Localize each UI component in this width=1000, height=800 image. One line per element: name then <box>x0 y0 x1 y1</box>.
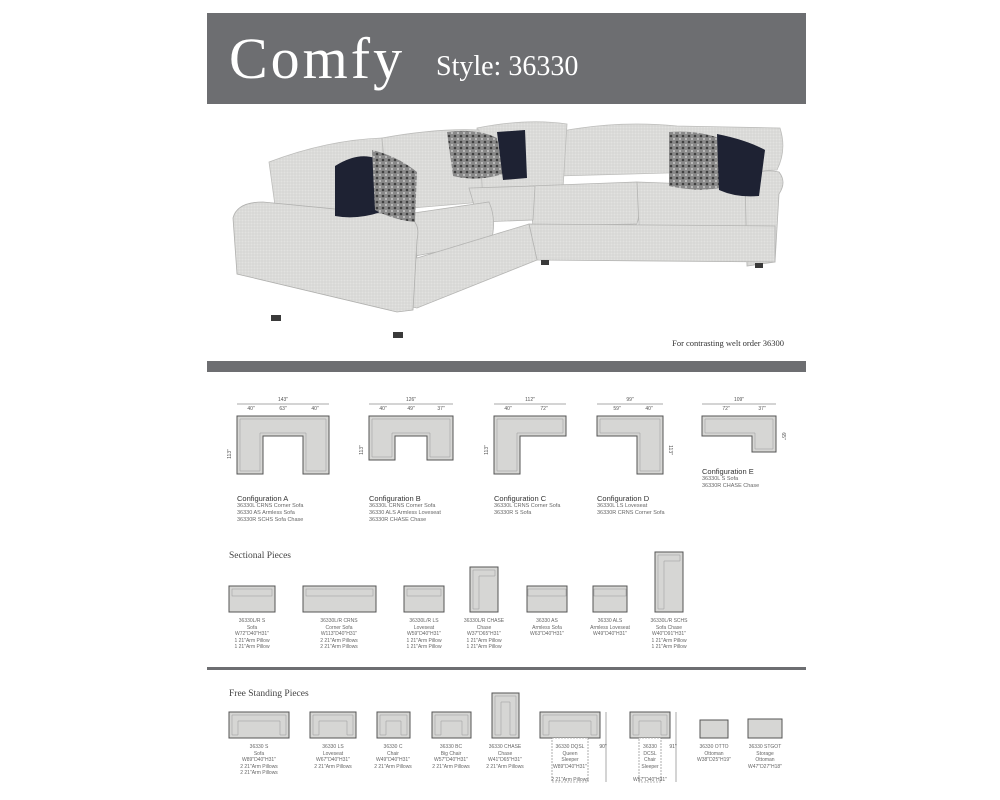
config-d-title: Configuration D <box>597 494 650 503</box>
storage-ottoman-diagram-icon <box>748 719 782 738</box>
hero-sofa-image <box>207 110 806 350</box>
style-number: Style: 36330 <box>436 51 579 82</box>
config-a-width-dim: 143" <box>277 397 289 403</box>
sectional-pieces-heading: Sectional Pieces <box>229 551 291 561</box>
brand-name: Comfy <box>229 26 406 91</box>
configuration-e-diagram <box>702 396 802 456</box>
svg-text:109": 109" <box>733 397 745 403</box>
config-b-title: Configuration B <box>369 494 421 503</box>
configuration-d: 99" 59" 40" 113" Configuration D 36330L LS Loveseat 36330R CRNS Corner Sofa <box>597 396 697 526</box>
svg-text:49": 49" <box>407 406 415 412</box>
svg-text:99": 99" <box>626 397 634 403</box>
svg-text:65": 65" <box>780 432 786 440</box>
configuration-e: 109" 72" 37" 65" Configuration E 36330L S Sofa 36330R CHASE Chase <box>702 396 802 496</box>
svg-text:113": 113" <box>359 445 365 455</box>
free-chair-diagram-icon <box>377 712 410 738</box>
contrasting-welt-note: For contrasting welt order 36300 <box>672 338 784 348</box>
sofa-chase-diagram-icon <box>655 552 683 612</box>
free-chase-diagram-icon <box>492 693 519 738</box>
armless-sofa-diagram-icon <box>527 586 567 612</box>
free-standing-pieces-heading: Free Standing Pieces <box>229 689 309 699</box>
svg-text:72": 72" <box>540 406 548 412</box>
svg-text:59": 59" <box>613 406 621 412</box>
header-banner <box>207 13 806 104</box>
config-c-title: Configuration C <box>494 494 547 503</box>
configuration-d-diagram <box>597 396 697 491</box>
sectional-sofa-illustration <box>207 110 806 350</box>
svg-text:126": 126" <box>405 397 417 403</box>
queen-sleeper-depth-dim: 90" <box>599 744 607 750</box>
svg-text:40": 40" <box>504 406 512 412</box>
svg-text:40": 40" <box>247 406 255 412</box>
sofa-diagram-icon <box>229 586 275 612</box>
ottoman-diagram-icon <box>700 720 728 738</box>
configuration-c-diagram <box>484 396 594 491</box>
chase-diagram-icon <box>470 567 498 612</box>
configuration-c: 112" 40" 72" 113" Configuration C 36330L CRNS Corner Sofa 36330R S Sofa <box>494 396 594 526</box>
section-divider-thin <box>207 667 806 670</box>
svg-text:40": 40" <box>311 406 319 412</box>
configuration-a-diagram <box>227 396 347 491</box>
svg-text:37": 37" <box>758 406 766 412</box>
svg-text:113": 113" <box>667 445 673 455</box>
configuration-b: 126" 40" 49" 37" 113" Configuration B 36330L CRNS Corner Sofa 36330 ALS Armless Loveseat 36330R CHASE Chase <box>369 396 479 526</box>
armless-loveseat-diagram-icon <box>593 586 627 612</box>
configuration-b-diagram <box>359 396 479 491</box>
svg-text:113": 113" <box>484 445 490 455</box>
chair-sleeper-depth-dim: 91" <box>669 744 677 750</box>
svg-text:113": 113" <box>227 449 233 459</box>
configuration-a: 143" 40" 63" 40" 113" Configuration A 36330L CRNS Corner Sofa 36330 AS Armless Sofa 36330R SCHS Sofa Chase <box>237 396 347 526</box>
free-loveseat-diagram-icon <box>310 712 356 738</box>
svg-text:63": 63" <box>279 406 287 412</box>
section-divider-bar <box>207 361 806 372</box>
config-a-title: Configuration A <box>237 494 289 503</box>
config-e-title: Configuration E <box>702 467 754 476</box>
svg-text:72": 72" <box>722 406 730 412</box>
svg-text:37": 37" <box>437 406 445 412</box>
free-big-chair-diagram-icon <box>432 712 471 738</box>
svg-text:40": 40" <box>645 406 653 412</box>
loveseat-diagram-icon <box>404 586 444 612</box>
svg-text:112": 112" <box>525 397 535 403</box>
corner-sofa-diagram-icon <box>303 586 376 612</box>
free-sofa-diagram-icon <box>229 712 289 738</box>
svg-text:40": 40" <box>379 406 387 412</box>
